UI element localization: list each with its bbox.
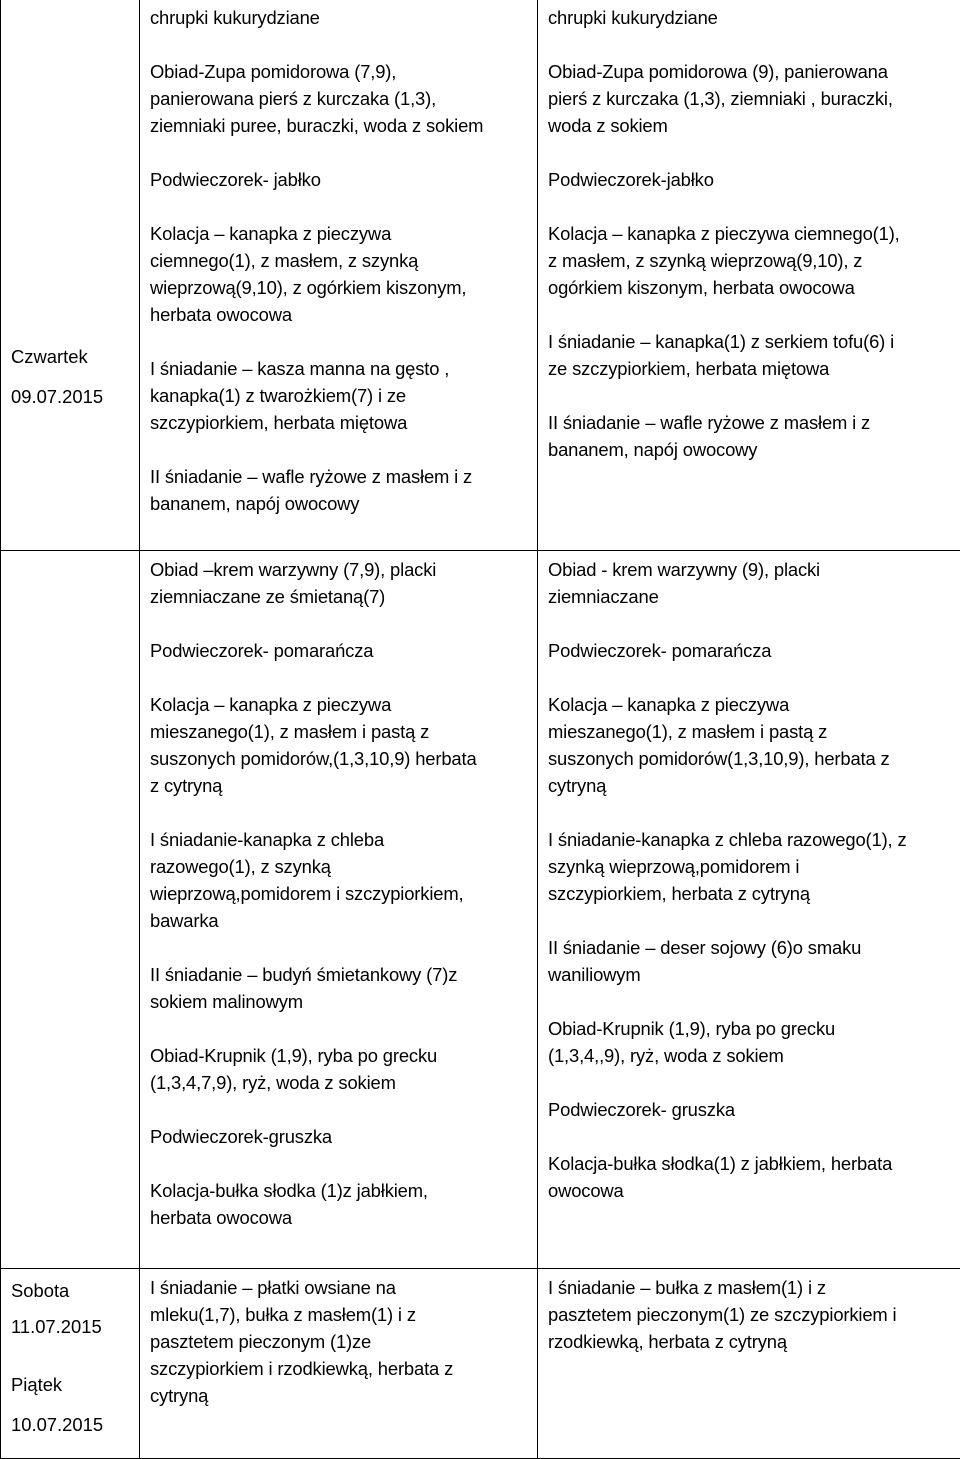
- meal-line: ciemnego(1), z masłem, z szynką: [150, 250, 418, 271]
- day-date: 09.07.2015: [11, 383, 103, 411]
- meal-cell-saturday-col-a: [140, 1269, 538, 1459]
- meal-line: Obiad-Krupnik (1,9), ryba po grecku: [548, 1018, 835, 1039]
- meal-line: pierś z kurczaka (1,3), ziemniaki , buraczki,: [548, 88, 893, 109]
- meal-line: I śniadanie – kanapka(1) z serkiem tofu(6) i: [548, 331, 894, 352]
- meal-line: panierowana pierś z kurczaka (1,3),: [150, 88, 436, 109]
- meal-line: szynką wieprzową,pomidorem i: [548, 856, 799, 877]
- meal-line: wieprzową(9,10), z ogórkiem kiszonym,: [150, 277, 466, 298]
- meal-line: mieszanego(1), z masłem i pastą z: [548, 721, 827, 742]
- meal-line: pasztetem pieczonym(1) ze szczypiorkiem i: [548, 1304, 897, 1325]
- meal-entry: [150, 58, 531, 139]
- meal-entry: [150, 826, 531, 934]
- meal-entry: [548, 1096, 954, 1123]
- meal-line: Kolacja – kanapka z pieczywa: [150, 223, 391, 244]
- meal-line: ziemniaczane ze śmietaną(7): [150, 586, 385, 607]
- meal-line: mleku(1,7), bułka z masłem(1) i z: [150, 1304, 416, 1325]
- meal-line: II śniadanie – wafle ryżowe z masłem i z: [150, 466, 472, 487]
- menu-row-thursday: [1, 0, 960, 551]
- meal-line: Obiad-Krupnik (1,9), ryba po grecku: [150, 1045, 437, 1066]
- day-name: Czwartek: [11, 343, 88, 371]
- meal-line: szczypiorkiem, herbata z cytryną: [548, 883, 810, 904]
- meal-entry: [548, 1274, 954, 1355]
- meal-entry: [150, 556, 531, 610]
- meal-line: II śniadanie – wafle ryżowe z masłem i z: [548, 412, 870, 433]
- meal-line: herbata owocowa: [150, 304, 292, 325]
- meal-line: I śniadanie – kasza manna na gęsto ,: [150, 358, 449, 379]
- meal-line: suszonych pomidorów,(1,3,10,9) herbata: [150, 748, 477, 769]
- meal-line: (1,3,4,7,9), ryż, woda z sokiem: [150, 1072, 396, 1093]
- meal-entry: [150, 691, 531, 799]
- meal-cell-saturday-col-b: [538, 1269, 960, 1459]
- meal-line: rzodkiewką, herbata z cytryną: [548, 1331, 787, 1352]
- meal-line: I śniadanie – bułka z masłem(1) i z: [548, 1277, 826, 1298]
- meal-line: bananem, napój owocowy: [548, 439, 757, 460]
- meal-line: Kolacja-bułka słodka (1)z jabłkiem,: [150, 1180, 428, 1201]
- meal-line: II śniadanie – deser sojowy (6)o smaku: [548, 937, 861, 958]
- meal-line: Obiad –krem warzywny (7,9), placki: [150, 559, 436, 580]
- meal-line: wieprzową,pomidorem i szczypiorkiem,: [150, 883, 463, 904]
- meal-entry: [150, 1042, 531, 1096]
- meal-line: bawarka: [150, 910, 218, 931]
- meal-line: Podwieczorek- pomarańcza: [150, 640, 373, 661]
- meal-line: Obiad-Zupa pomidorowa (9), panierowana: [548, 61, 888, 82]
- meal-entry: [548, 1015, 954, 1069]
- menu-row-friday: [1, 551, 960, 1269]
- meal-entry: [548, 409, 954, 463]
- meal-line: z masłem, z szynką wieprzową(9,10), z: [548, 250, 862, 271]
- meal-line: ogórkiem kiszonym, herbata owocowa: [548, 277, 855, 298]
- meal-cell-thursday-col-a: [140, 0, 538, 551]
- day-cell-saturday: [1, 1269, 140, 1459]
- meal-line: waniliowym: [548, 964, 641, 985]
- meal-entry: [548, 4, 954, 31]
- meal-entry: [548, 556, 954, 610]
- meal-cell-friday-col-a: [140, 551, 538, 1269]
- meal-entry: [150, 355, 531, 436]
- meal-line: chrupki kukurydziane: [548, 7, 718, 28]
- meal-line: ziemniaczane: [548, 586, 659, 607]
- meal-line: Podwieczorek- pomarańcza: [548, 640, 771, 661]
- meal-line: (1,3,4,,9), ryż, woda z sokiem: [548, 1045, 784, 1066]
- meal-line: bananem, napój owocowy: [150, 493, 359, 514]
- meal-line: I śniadanie-kanapka z chleba razowego(1), z: [548, 829, 907, 850]
- meal-entry: [150, 220, 531, 328]
- meal-entry: [150, 1123, 531, 1150]
- meal-entry: [150, 4, 531, 31]
- meal-entry: [150, 463, 531, 517]
- day-name: Sobota: [11, 1277, 69, 1305]
- meal-line: sokiem malinowym: [150, 991, 303, 1012]
- meal-line: chrupki kukurydziane: [150, 7, 320, 28]
- meal-line: Kolacja-bułka słodka(1) z jabłkiem, herbata: [548, 1153, 892, 1174]
- meal-entry: [548, 934, 954, 988]
- meal-line: Podwieczorek- gruszka: [548, 1099, 735, 1120]
- meal-entry: [150, 637, 531, 664]
- meal-line: Podwieczorek- jabłko: [150, 169, 321, 190]
- day-cell-friday: [1, 551, 140, 1269]
- meal-line: owocowa: [548, 1180, 624, 1201]
- meal-line: szczypiorkiem i rzodkiewką, herbata z: [150, 1358, 453, 1379]
- meal-entry: [548, 220, 954, 301]
- meal-entry: [150, 1274, 531, 1409]
- meal-entry: [548, 826, 954, 907]
- meal-line: Podwieczorek-jabłko: [548, 169, 714, 190]
- meal-line: pasztetem pieczonym (1)ze: [150, 1331, 371, 1352]
- meal-line: Kolacja – kanapka z pieczywa: [548, 694, 789, 715]
- meal-entry: [548, 58, 954, 139]
- meal-line: woda z sokiem: [548, 115, 668, 136]
- meal-line: kanapka(1) z twarożkiem(7) i ze: [150, 385, 406, 406]
- meal-entry: [150, 166, 531, 193]
- meal-line: suszonych pomidorów(1,3,10,9), herbata z: [548, 748, 890, 769]
- meal-entry: [548, 328, 954, 382]
- day-name: Piątek: [11, 1371, 62, 1399]
- meal-line: cytryną: [150, 1385, 208, 1406]
- meal-entry: [150, 961, 531, 1015]
- meal-entry: [548, 166, 954, 193]
- meal-line: I śniadanie – płatki owsiane na: [150, 1277, 396, 1298]
- meal-line: Podwieczorek-gruszka: [150, 1126, 332, 1147]
- meal-line: I śniadanie-kanapka z chleba: [150, 829, 384, 850]
- meal-entry: [548, 1150, 954, 1204]
- meal-line: z cytryną: [150, 775, 222, 796]
- meal-line: ziemniaki puree, buraczki, woda z sokiem: [150, 115, 483, 136]
- meal-line: herbata owocowa: [150, 1207, 292, 1228]
- day-date: 10.07.2015: [11, 1411, 103, 1439]
- meal-entry: [548, 637, 954, 664]
- meal-line: Kolacja – kanapka z pieczywa: [150, 694, 391, 715]
- meal-entry: [150, 1177, 531, 1231]
- menu-row-saturday: [1, 1269, 960, 1459]
- meal-line: szczypiorkiem, herbata miętowa: [150, 412, 407, 433]
- meal-line: mieszanego(1), z masłem i pastą z: [150, 721, 429, 742]
- day-cell-thursday: [1, 0, 140, 551]
- meal-line: Obiad - krem warzywny (9), placki: [548, 559, 820, 580]
- meal-cell-thursday-col-b: [538, 0, 960, 551]
- meal-line: II śniadanie – budyń śmietankowy (7)z: [150, 964, 457, 985]
- meal-line: Obiad-Zupa pomidorowa (7,9),: [150, 61, 396, 82]
- meal-line: ze szczypiorkiem, herbata miętowa: [548, 358, 829, 379]
- meal-line: cytryną: [548, 775, 606, 796]
- meal-line: razowego(1), z szynką: [150, 856, 331, 877]
- meal-line: Kolacja – kanapka z pieczywa ciemnego(1),: [548, 223, 900, 244]
- meal-entry: [548, 691, 954, 799]
- day-date: 11.07.2015: [11, 1313, 102, 1341]
- meal-cell-friday-col-b: [538, 551, 960, 1269]
